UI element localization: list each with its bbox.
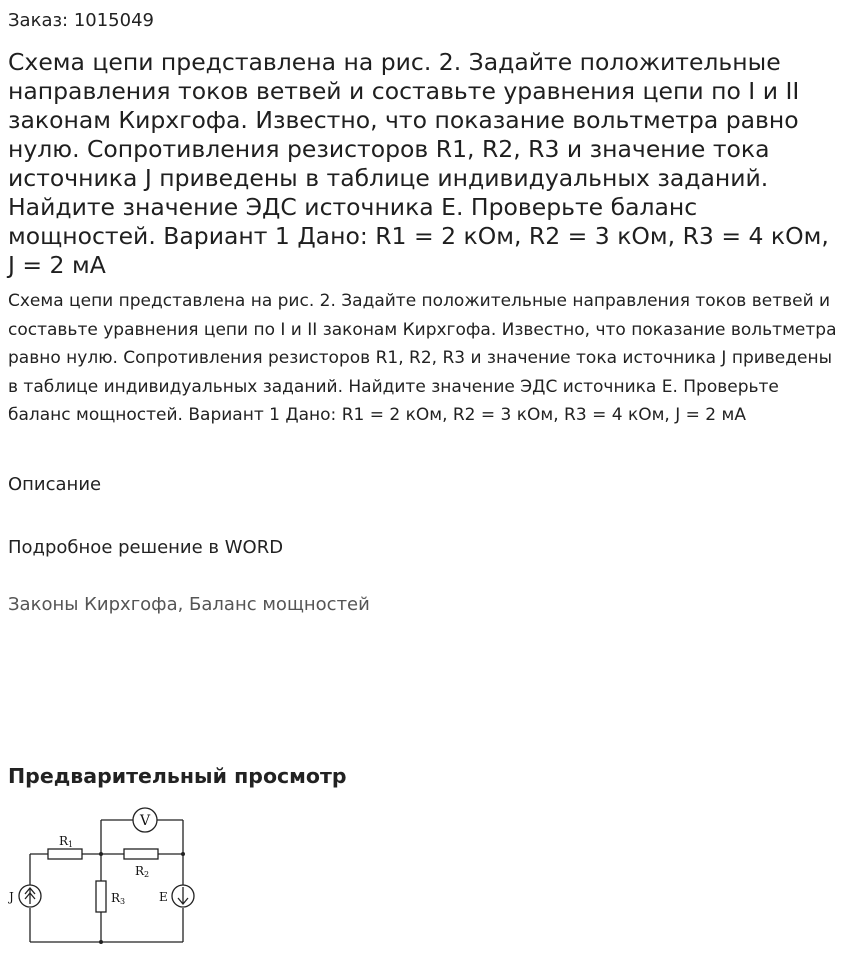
voltmeter-label: V xyxy=(140,813,151,829)
resistor-r2 xyxy=(124,849,158,859)
r3-label: R3 xyxy=(111,891,126,906)
description-label: Описание xyxy=(8,474,102,495)
resistor-r3 xyxy=(96,881,106,912)
description-text: Подробное решение в WORD xyxy=(8,537,284,558)
page-title: Схема цепи представлена на рис. 2. Задайте положительные направления токов ветвей и составьте уравнения цепи по I и II законам Кирхгофа. Известно, что показание вольтметра равно нулю. Сопротивления резисторов R1, R2, R3 и значение тока источника J приведены в таблице индивидуальных заданий. Найдите значение ЭДС источника E. Проверьте баланс мощностей. Вариант 1 Дано: R1 = 2 кОм, R2 = 3 кОм, R3 = 4 кОм, J = 2 мА xyxy=(8,48,829,279)
r2-label: R2 xyxy=(135,864,150,879)
circuit-preview-image xyxy=(0,800,200,950)
r1-label: R1 xyxy=(59,834,74,849)
current-source-label: J xyxy=(9,890,14,904)
resistor-r1 xyxy=(48,849,82,859)
node-top-right xyxy=(181,852,185,856)
emf-label: E xyxy=(159,890,168,904)
node-bottom xyxy=(99,940,103,944)
node-top-left xyxy=(99,852,103,856)
preview-heading: Предварительный просмотр xyxy=(8,764,347,788)
order-number: Заказ: 1015049 xyxy=(8,10,154,31)
task-description: Схема цепи представлена на рис. 2. Задайте положительные направления токов ветвей и составьте уравнения цепи по I и II законам Кирхгофа. Известно, что показание вольтметра равно нулю. Сопротивления резисторов R1, R2, R3 и значение тока источника J приведены в таблице индивидуальных заданий. Найдите значение ЭДС источника E. Проверьте баланс мощностей. Вариант 1 Дано: R1 = 2 кОм, R2 = 3 кОм, R3 = 4 кОм, J = 2 мА xyxy=(8,291,837,426)
tags: Законы Кирхгофа, Баланс мощностей xyxy=(8,594,370,615)
